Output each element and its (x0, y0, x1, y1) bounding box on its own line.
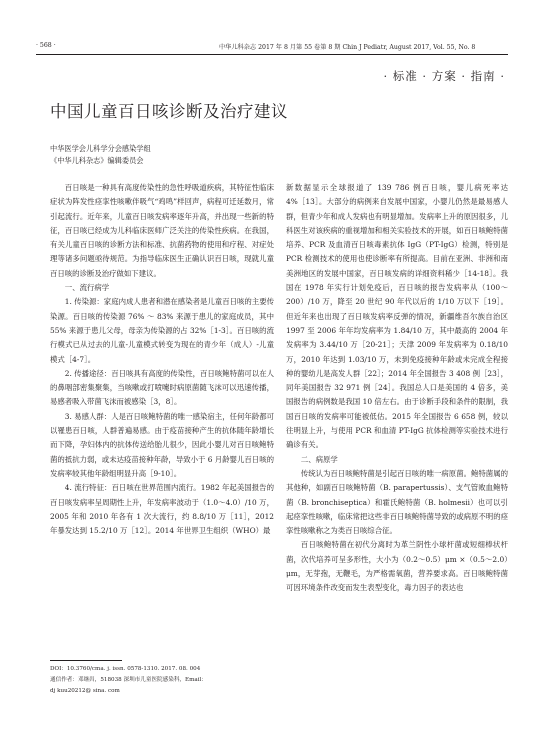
doi-line: DOI：10.3760/cma. j. issn. 0578-1310. 2017. 08. 004 (50, 666, 201, 672)
page-number: · 568 · (36, 42, 56, 49)
right-column (286, 181, 508, 596)
paragraph-pathogen: 传统认为百日咳鲍特菌是引起百日咳的唯一病原菌。鲍特菌属的其他种，如副百日咳鲍特菌（B. parapertussis）、支气管败血鲍特菌（B. bronchiseptica）和霍氏鲍特菌（B. holmesii）也可以引起痉挛性咳嗽，临床常把这些非百日咳鲍特菌导致的或病原不明的痉挛性咳嗽称之为类百日咳综合征。 (286, 468, 508, 536)
running-header (36, 42, 508, 54)
correspondence-line: 通信作者：邓继岿，518038 深圳市儿童医院感染科，Email： (50, 677, 207, 683)
footnote-rule (50, 660, 122, 661)
paragraph-transmission: 2. 传播途径：百日咳具有高度的传染性，百日咳鲍特菌可以在人的鼻咽部密集聚集，当咳嗽或打喷嚏时病原菌随飞沫可以迅速传播，易感者吸入带菌飞沫而被感染［3，8］。 (50, 368, 274, 407)
paragraph-intro: 百日咳是一种具有高度传染性的急性呼吸道疾病，其特征性临床症状为阵发性痉挛性咳嗽伴吸气“鸡鸣”样回声，病程可迁延数月，常引起流行。近年来，儿童百日咳发病率逐年升高，并出现一些新的特征，百日咳已经成为儿科临床医师广泛关注的传染性疾病。在我国，有关儿童百日咳的诊断方法和标准、抗菌药物的使用和疗程、对症处理等诸多问题亟待规范。为指导临床医生正确认识百日咳，现就儿童百日咳的诊断及治疗做如下建议。 (50, 183, 274, 278)
author-line: 《中华儿科杂志》编辑委员会 (50, 156, 144, 165)
email-line: dj kuu20212@ sina. com (50, 688, 120, 694)
section-heading-epidemiology: 一、流行病学 (64, 283, 110, 293)
header-rule (36, 54, 508, 55)
paragraph-epidemic-features: 4. 流行特征：百日咳在世界范围内流行。1982 年起美国报告的百日咳发病率呈周期性上升，年发病率波动于（1.0～4.0）/10 万，2005 年和 2010 年各有 1 次大流行，约 8.8/10 万［11］，2012 年暴发达到 15.2/10 万［12］。2014 年世界卫生组织（WHO）最 (50, 483, 274, 536)
paragraph-susceptible: 3. 易感人群：人是百日咳鲍特菌的唯一感染宿主，任何年龄都可以罹患百日咳，人群普遍易感。由于疫苗接种产生的抗体随年龄增长而下降，孕妇体内的抗体传送给胎儿很少，因此小婴儿对百日咳鲍特菌的抵抗力弱，或未达疫苗接种年龄，导致小于 6 月龄婴儿百日咳的发病率较其他年龄组明显升高［9-10］。 (50, 411, 274, 478)
author-line: 中华医学会儿科学分会感染学组 (50, 144, 151, 153)
article-title: 中国儿童百日咳诊断及治疗建议 (50, 102, 288, 121)
paragraph-continued: 新数据显示全球报道了 139 786 例百日咳，婴儿病死率达 4%［13］。大部分的病例来自发展中国家，小婴儿仍然是最易感人群，但青少年和成人发病也有明显增加。发病率上升的原因很多，儿科医生对该疾病的重视增加和相关实验技术的开展，如百日咳鲍特菌培养、PCR 及血清百日咳毒素抗体 IgG（PT-IgG）检测，特别是 PCR 检测技术的使用也使诊断率有所提高。目前在亚洲、非洲和南美洲地区的发展中国家，百日咳发病的详细资料稀少［14-18］。我国在 1978 年实行计划免疫后，百日咳的报告发病率从（100～200）/10 万，降至 20 世纪 90 年代以后的 1/10 万以下［19］。但近年来也出现了百日咳发病率反弹的情况，新疆维吾尔族自治区 1997 至 2006 年年均发病率为 1.84/10 万，其中最高的 2004 年发病率为 3.44/10 万［20-21］；天津 2009 年发病率为 0.18/10 万，2010 年达到 1.03/10 万，未到免疫接种年龄或未完成全程接种的婴幼儿是高发人群［22］；2014 年全国报告 3 408 例［23］，同年美国报告 32 971 例［24］。我国总人口是美国的 4 倍多，美国报告的病例数是我国 10 倍左右。由于诊断手段和条件的限制，我国百日咳的发病率可能被低估。2015 年全国报告 6 658 例，较以往明显上升，与使用 PCR 和血清 PT-IgG 抗体检测等实验技术进行确诊有关。 (286, 183, 508, 450)
author-block (50, 143, 151, 167)
section-label: · 标准 · 方案 · 指南 · (383, 69, 505, 83)
section-heading-etiology: 二、病原学 (300, 454, 338, 464)
footnotes (50, 664, 280, 697)
paragraph-bacteria: 百日咳鲍特菌在初代分离时为革兰阴性小球杆菌或短细棒状杆菌，次代培养可呈多形性，大小为（0.2～0.5）μm ×（0.5～2.0）μm，无芽孢，无鞭毛，为严格需氧菌，营养要求高。百日咳鲍特菌可因环境条件改变而发生表型变化，毒力因子的表达也 (286, 540, 508, 593)
journal-citation: 中华儿科杂志 2017 年 8 月第 55 卷第 8 期 Chin J Pediatr, August 2017, Vol. 55, No. 8 (219, 44, 476, 51)
paragraph-source: 1. 传染源：家庭内成人患者和潜在感染者是儿童百日咳的主要传染源。百日咳的传染源 76% ～ 83% 来源于患儿的家庭成员，其中 55% 来源于患儿父母，母亲为传染源的占 32%［1-3］。百日咳的流行模式已从过去的儿童-儿童模式转变为现在的青少年（成人）-儿童模式［4-7］。 (50, 297, 274, 364)
left-column (50, 181, 274, 538)
